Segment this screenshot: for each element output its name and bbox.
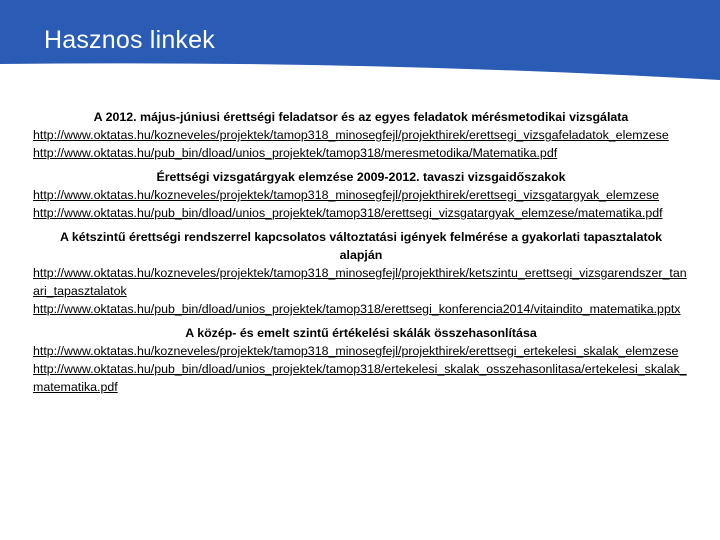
link-url[interactable]: http://www.oktatas.hu/kozneveles/projektek/tamop318_minosegfejl/projekthirek/erettsegi_vizsgatargyak_elemzese [33, 188, 660, 202]
section-heading: Érettségi vizsgatárgyak elemzése 2009-2012. tavaszi vizsgaidőszakok [156, 170, 566, 184]
links-content [33, 108, 689, 402]
section-4 [33, 324, 689, 396]
section-heading: A 2012. május-júniusi érettségi feladatsor és az egyes feladatok mérésmetodikai vizsgálata [93, 110, 629, 124]
link-url[interactable]: http://www.oktatas.hu/kozneveles/projektek/tamop318_minosegfejl/projekthirek/erettsegi_vizsgafeladatok_elemzese [33, 128, 669, 142]
link-url[interactable]: http://www.oktatas.hu/kozneveles/projektek/tamop318_minosegfejl/projekthirek/erettsegi_ertekelesi_skalak_elemzese [33, 344, 679, 358]
section-heading: A kétszintű érettségi rendszerrel kapcsolatos változtatási igények felmérése a gyakorlati tapasztalatok alapján [59, 230, 663, 262]
link-url[interactable]: http://www.oktatas.hu/pub_bin/dload/unios_projektek/tamop318/erettsegi_konferencia2014/vitaindito_matematika.pptx [33, 302, 681, 316]
header-banner [0, 0, 720, 92]
section-heading: A közép- és emelt szintű értékelési skálák összehasonlítása [185, 326, 537, 340]
link-url[interactable]: http://www.oktatas.hu/pub_bin/dload/unios_projektek/tamop318/ertekelesi_skalak_osszehasonlitasa/ertekelesi_skalak_matematika.pdf [33, 362, 687, 394]
section-2 [33, 168, 689, 222]
section-1 [33, 108, 689, 162]
link-url[interactable]: http://www.oktatas.hu/pub_bin/dload/unios_projektek/tamop318/meresmetodika/Matematika.pdf [33, 146, 558, 160]
link-url[interactable]: http://www.oktatas.hu/pub_bin/dload/unios_projektek/tamop318/erettsegi_vizsgatargyak_elemzese/matematika.pdf [33, 206, 663, 220]
link-url[interactable]: http://www.oktatas.hu/kozneveles/projektek/tamop318_minosegfejl/projekthirek/ketszintu_erettsegi_vizsgarendszer_tanari_tapasztalatok [33, 266, 687, 298]
section-3 [33, 228, 689, 318]
page-title: Hasznos linkek [44, 26, 215, 54]
